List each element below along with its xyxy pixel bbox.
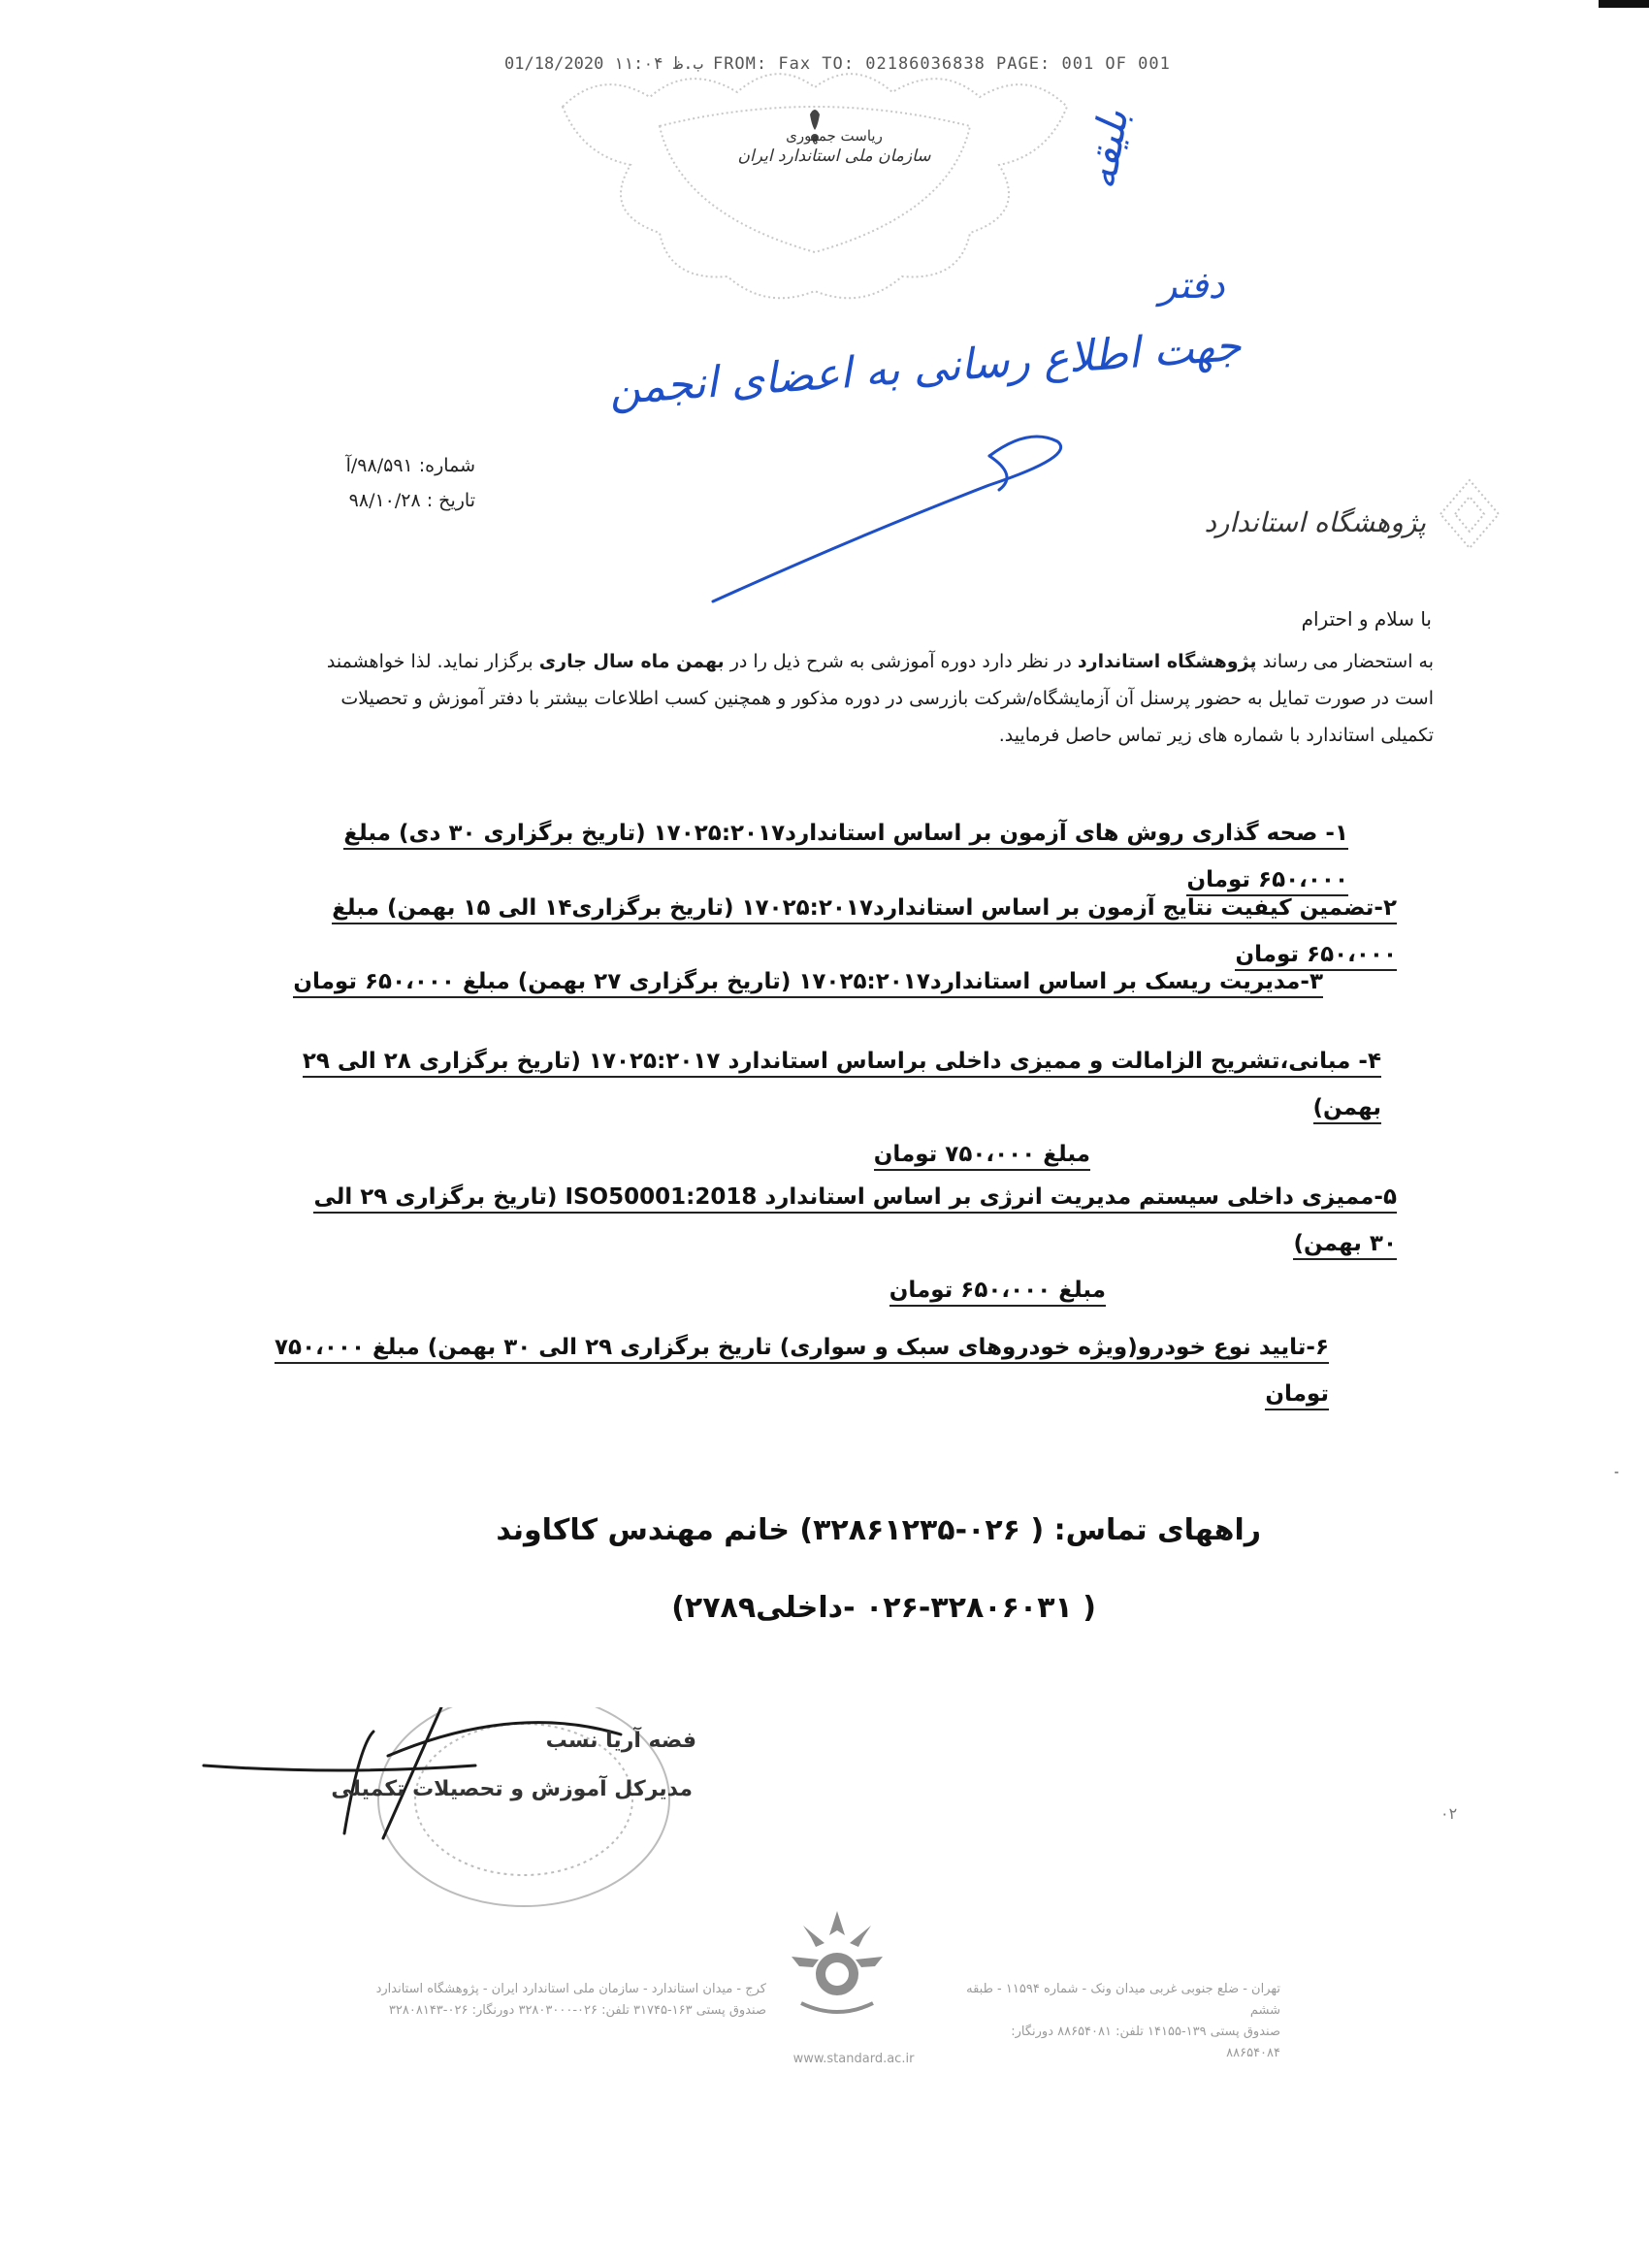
course-price: مبلغ ۷۵۰،۰۰۰ تومان — [874, 1142, 1090, 1171]
greeting: با سلام و احترام — [1301, 607, 1432, 631]
reference-block — [310, 448, 475, 518]
letter-number: شماره: ۹۸/۵۹۱/آ — [345, 455, 475, 476]
institute-ornament-icon — [1436, 475, 1504, 553]
course-label: ۶-تایید نوع خودرو(ویژه خودروهای سبک و سواری) تاریخ برگزاری ۲۹ الی ۳۰ بهمن) مبلغ ۷۵۰،۰۰۰ تومان — [275, 1335, 1329, 1410]
scan-corner-mark — [1599, 0, 1649, 8]
letterhead-line-organization: سازمان ملی استاندارد ایران — [737, 146, 931, 167]
course-label: ۲-تضمین کیفیت نتایج آزمون بر اساس استاندارد۱۷۰۲۵:۲۰۱۷ (تاریخ برگزاری۱۴ الی ۱۵ بهمن) مبلغ ۶۵۰،۰۰۰ تومان — [332, 895, 1397, 971]
contact-line-1: راههای تماس: ( ۰۲۶-۳۲۸۶۱۲۳۵) خانم مهندس کاکاوند — [496, 1513, 1261, 1547]
contact-line-2: ( ۰۲۶-۳۲۸۰۶۰۳۱ -داخلی۲۷۸۹) — [671, 1591, 1096, 1625]
institute-name: پژوهشگاه استاندارد — [1204, 506, 1426, 538]
course-label: ۵-ممیزی داخلی سیستم مدیریت انرژی بر اساس استاندارد ISO50001:2018 (تاریخ برگزاری ۲۹ الی ۳۰ بهمن) — [313, 1184, 1397, 1260]
fax-header: 01/18/2020 ۱۱:۰۴ ب.ظ FROM: Fax TO: 02186036838 PAGE: 001 OF 001 — [504, 54, 1171, 74]
handwritten-line-2: دفتر — [1159, 264, 1225, 307]
intro-paragraph — [291, 643, 1434, 754]
intro-month: بهمن ماه سال جاری — [538, 651, 725, 672]
letter-date: تاریخ : ۹۸/۱۰/۲۸ — [348, 490, 475, 511]
edge-dot: - — [1614, 1465, 1620, 1480]
course-item — [291, 1174, 1397, 1313]
signer-name: فضه آریا نسب — [545, 1729, 696, 1753]
signer-title: مدیرکل آموزش و تحصیلات تکمیلی — [331, 1777, 693, 1801]
course-label: ۳-مدیریت ریسک بر اساس استاندارد۱۷۰۲۵:۲۰۱۷ (تاریخ برگزاری ۲۷ بهمن) مبلغ ۶۵۰،۰۰۰ تومان — [293, 969, 1323, 998]
footer-address: کرج - میدان استاندارد - سازمان ملی استاندارد ایران - پژوهشگاه استاندارد — [375, 1982, 766, 1996]
letterhead-text — [737, 126, 931, 168]
footer-phone: صندوق پستی ۱۶۳-۳۱۷۴۵ تلفن: ۰۲۶-۳۲۸۰۳۰۰۰ دورنگار: ۰۲۶-۳۲۸۰۸۱۴۳ — [388, 2003, 766, 2018]
intro-part-1: به استحضار می رساند — [1262, 651, 1434, 672]
handwritten-line-3: جهت اطلاع رسانی به اعضای انجمن — [607, 320, 1244, 415]
footer-address-right — [960, 1979, 1280, 2064]
margin-mark: ۰۲ — [1440, 1804, 1458, 1823]
footer-address-left — [340, 1979, 766, 2022]
institute-logo-icon — [784, 1906, 890, 2023]
handwritten-line-1: بلیقه — [1077, 106, 1138, 193]
course-price: مبلغ ۶۵۰،۰۰۰ تومان — [889, 1278, 1106, 1307]
course-item — [291, 1038, 1381, 1178]
footer-address: تهران - ضلع جنوبی غربی میدان ونک - شماره ۱۱۵۹۴ - طبقه ششم — [966, 1982, 1280, 2018]
course-label: ۱- صحه گذاری روش های آزمون بر اساس استاندارد۱۷۰۲۵:۲۰۱۷ (تاریخ برگزاری ۳۰ دی) مبلغ ۶۵۰،۰۰۰ تومان — [343, 821, 1348, 896]
footer-website-link[interactable]: www.standard.ac.ir — [792, 2052, 915, 2066]
intro-part-2: در نظر دارد دوره آموزشی به شرح ذیل را در — [729, 651, 1072, 672]
footer-phone: صندوق پستی ۱۳۹-۱۴۱۵۵ تلفن: ۸۸۶۵۴۰۸۱ دورنگار: ۸۸۶۵۴۰۸۴ — [1011, 2025, 1280, 2060]
intro-part-3: برگزار نماید. لذا خواهشمند است در صورت تمایل به حضور پرسنل آن آزمایشگاه/شرکت بازرسی در دوره مذکور و همچنین کسب اطلاعات بیشتر با دفتر آموزش و تحصیلات تکمیلی استاندارد با شماره های زیر تماس حاصل فرمایید. — [326, 651, 1434, 746]
course-item — [291, 958, 1323, 1005]
intro-organization: پژوهشگاه استاندارد — [1077, 651, 1257, 672]
course-item — [252, 1324, 1329, 1417]
letterhead-line-presidency: ریاست جمهوری — [786, 127, 883, 145]
course-label: ۴- مبانی،تشریح الزامالت و ممیزی داخلی براساس استاندارد ۱۷۰۲۵:۲۰۱۷ (تاریخ برگزاری ۲۸ الی ۲۹ بهمن) — [303, 1049, 1381, 1124]
